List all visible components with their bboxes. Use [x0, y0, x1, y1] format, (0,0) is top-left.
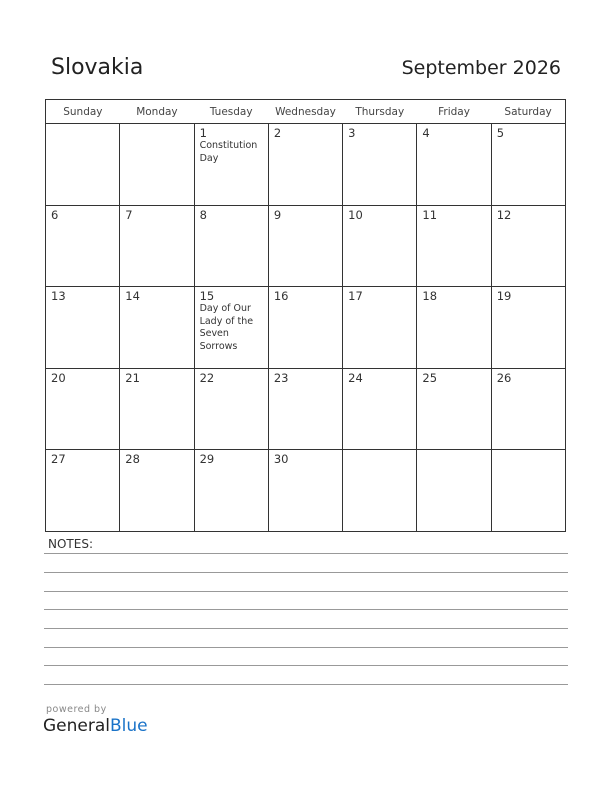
day-cell: [417, 205, 491, 287]
day-number: 24: [348, 370, 363, 385]
holiday-label: Constitution Day: [199, 140, 258, 164]
day-cell: [491, 287, 565, 369]
day-cell: [343, 450, 417, 532]
day-number: 28: [125, 452, 140, 466]
day-cell: [491, 450, 565, 532]
day-number: 17: [348, 289, 363, 303]
day-number: 23: [273, 370, 289, 385]
day-cell: [417, 450, 491, 532]
weekday-monday: Monday: [120, 100, 194, 124]
day-cell: [194, 368, 268, 450]
notes-line: [44, 609, 568, 610]
day-number: 1: [199, 126, 207, 140]
day-number: 13: [51, 289, 66, 303]
day-cell: [46, 205, 120, 287]
notes-line: [44, 628, 568, 629]
day-number: 25: [422, 370, 438, 385]
weekday-tuesday: Tuesday: [194, 100, 268, 124]
day-number: 14: [125, 289, 140, 303]
week-row: [46, 368, 566, 450]
day-cell: [194, 205, 268, 287]
day-number: 19: [496, 289, 512, 303]
notes-line: [44, 684, 568, 685]
month-year-title: September 2026: [401, 57, 561, 79]
day-number: 26: [496, 370, 512, 385]
day-number: 9: [273, 207, 282, 222]
day-cell: [343, 124, 417, 206]
weekday-saturday: Saturday: [491, 100, 565, 124]
day-number: 2: [273, 126, 282, 140]
day-number: 11: [422, 207, 438, 222]
day-number: 20: [51, 370, 66, 385]
week-row: [46, 450, 566, 532]
notes-label: NOTES:: [48, 537, 93, 551]
day-number: 15: [199, 289, 215, 303]
day-cell: [120, 205, 194, 287]
day-number: 10: [348, 207, 363, 222]
weekday-wednesday: Wednesday: [268, 100, 342, 124]
day-cell: [268, 450, 342, 532]
day-cell: [46, 124, 120, 206]
notes-line: [44, 647, 568, 648]
generalblue-logo: [43, 716, 148, 736]
calendar-grid: [45, 99, 566, 532]
day-number: 16: [273, 289, 289, 303]
powered-by-text: powered by: [46, 704, 107, 715]
day-cell: [120, 287, 194, 369]
day-cell: [194, 287, 268, 369]
day-cell: [194, 124, 268, 206]
weekday-sunday: Sunday: [46, 100, 120, 124]
weekday-friday: Friday: [417, 100, 491, 124]
day-cell: [417, 124, 491, 206]
holiday-label: Day of Our Lady of the Seven Sorrows: [199, 303, 254, 352]
day-number: 30: [273, 452, 289, 466]
day-number: 8: [199, 207, 207, 222]
day-cell: [46, 450, 120, 532]
day-cell: [120, 368, 194, 450]
notes-line: [44, 665, 568, 666]
week-row: [46, 124, 566, 206]
day-cell: [46, 368, 120, 450]
day-cell: [268, 124, 342, 206]
day-cell: [491, 124, 565, 206]
weekday-thursday: Thursday: [343, 100, 417, 124]
brand-blue: Blue: [110, 716, 148, 736]
day-cell: [194, 450, 268, 532]
day-cell: [491, 368, 565, 450]
notes-line: [44, 591, 568, 592]
day-cell: [343, 368, 417, 450]
notes-line: [44, 553, 568, 554]
day-number: 7: [125, 207, 133, 222]
day-cell: [120, 450, 194, 532]
day-cell: [491, 205, 565, 287]
day-number: 3: [348, 126, 356, 140]
weekday-header-row: [46, 100, 566, 124]
day-cell: [417, 287, 491, 369]
day-number: 18: [422, 289, 438, 303]
day-number: 29: [199, 452, 215, 466]
day-number: 5: [496, 126, 505, 140]
day-number: 6: [51, 207, 59, 222]
day-number: 27: [51, 452, 66, 466]
day-cell: [268, 287, 342, 369]
day-cell: [268, 368, 342, 450]
week-row: [46, 287, 566, 369]
day-number: 12: [496, 207, 512, 222]
day-cell: [343, 287, 417, 369]
day-number: 4: [422, 126, 430, 140]
brand-general: General: [43, 716, 110, 736]
week-row: [46, 205, 566, 287]
day-cell: [46, 287, 120, 369]
day-number: 22: [199, 370, 215, 385]
day-cell: [417, 368, 491, 450]
country-title: Slovakia: [51, 55, 144, 80]
day-number: 21: [125, 370, 140, 385]
notes-line: [44, 572, 568, 573]
day-cell: [343, 205, 417, 287]
day-cell: [120, 124, 194, 206]
day-cell: [268, 205, 342, 287]
